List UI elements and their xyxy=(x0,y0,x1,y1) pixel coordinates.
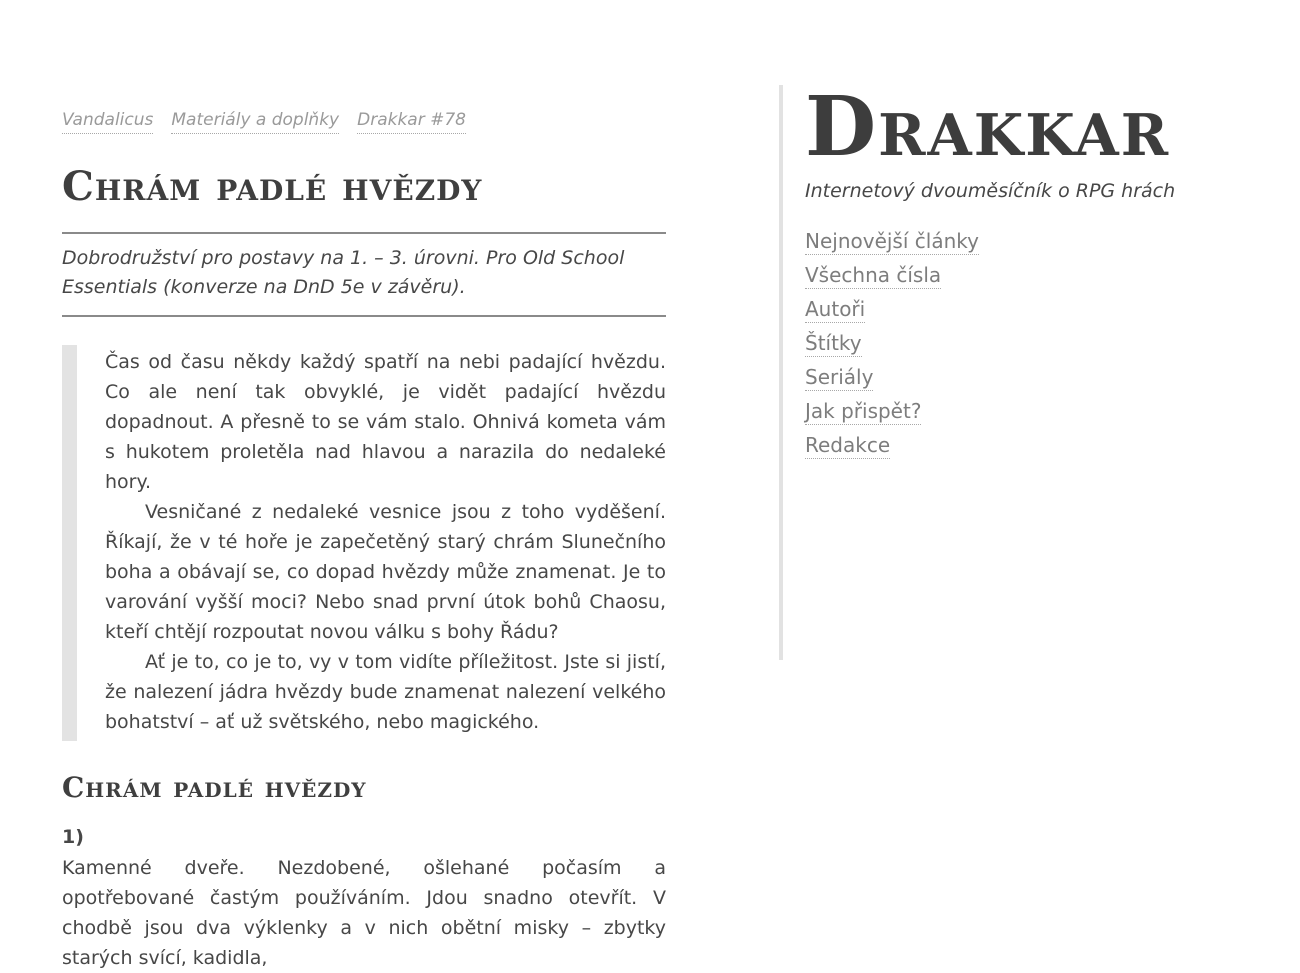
breadcrumb-link-category[interactable]: Materiály a doplňky xyxy=(171,110,339,134)
article-main xyxy=(62,110,666,973)
sidebar-item-latest-articles[interactable]: Nejnovější články xyxy=(805,229,979,254)
sidebar-item-tags[interactable]: Štítky xyxy=(805,331,862,356)
section-heading: Chrám padlé hvězdy xyxy=(62,771,367,804)
article-subtitle: Dobrodružství pro postavy na 1. – 3. úrovni. Pro Old School Essentials (konverze na DnD 5e v závěru). xyxy=(62,232,666,317)
intro-quote-paragraph-3: Ať je to, co je to, vy v tom vidíte příležitost. Jste si jistí, že nalezení jádra hvězdy bude znamenat nalezení velkého bohatství – ať už světského, nebo magického. xyxy=(105,651,666,733)
article-title: Chrám padlé hvězdy xyxy=(62,163,483,210)
room-number-label: 1) xyxy=(62,826,84,848)
breadcrumb-link-author[interactable]: Vandalicus xyxy=(62,110,153,134)
intro-quote-paragraph-2: Vesničané z nedaleké vesnice jsou z toho vyděšení. Říkají, že v té hoře je zapečetěný starý chrám Slunečního boha a obávají se, co dopad hvězdy může znamenat. Je to varování vyšší moci? Nebo snad první útok bohů Chaosu, kteří chtějí rozpoutat novou válku s bohy Řádu? xyxy=(105,501,666,643)
intro-quote-paragraph-1: Čas od času někdy každý spatří na nebi padající hvězdu. Co ale není tak obvyklé, je vidět padající hvězdu dopadnout. A přesně to se vám stalo. Ohnivá kometa vám s hukotem proletěla nad hlavou a narazila do nedaleké hory. xyxy=(105,351,666,493)
site-tagline: Internetový dvouměsíčník o RPG hrách xyxy=(805,180,1176,203)
sidebar-item-editorial[interactable]: Redakce xyxy=(805,433,891,458)
breadcrumb-link-issue[interactable]: Drakkar #78 xyxy=(357,110,466,134)
sidebar-item-how-to-contribute[interactable]: Jak přispět? xyxy=(805,399,922,424)
sidebar-item-serials[interactable]: Seriály xyxy=(805,365,874,390)
sidebar-divider xyxy=(779,85,783,660)
intro-quote xyxy=(62,345,666,741)
sidebar-nav xyxy=(805,230,1245,459)
room-description: Kamenné dveře. Nezdobené, ošlehané počasím a opotřebované častým používáním. Jdou snadno otevřít. V chodbě jsou dva výklenky a v nich obětní misky – zbytky starých svící, kadidla, xyxy=(62,857,666,969)
sidebar-item-all-issues[interactable]: Všechna čísla xyxy=(805,263,942,288)
site-logo[interactable]: Drakkar xyxy=(805,79,1171,175)
breadcrumb xyxy=(62,110,666,134)
sidebar-item-authors[interactable]: Autoři xyxy=(805,297,866,322)
sidebar xyxy=(805,79,1245,459)
